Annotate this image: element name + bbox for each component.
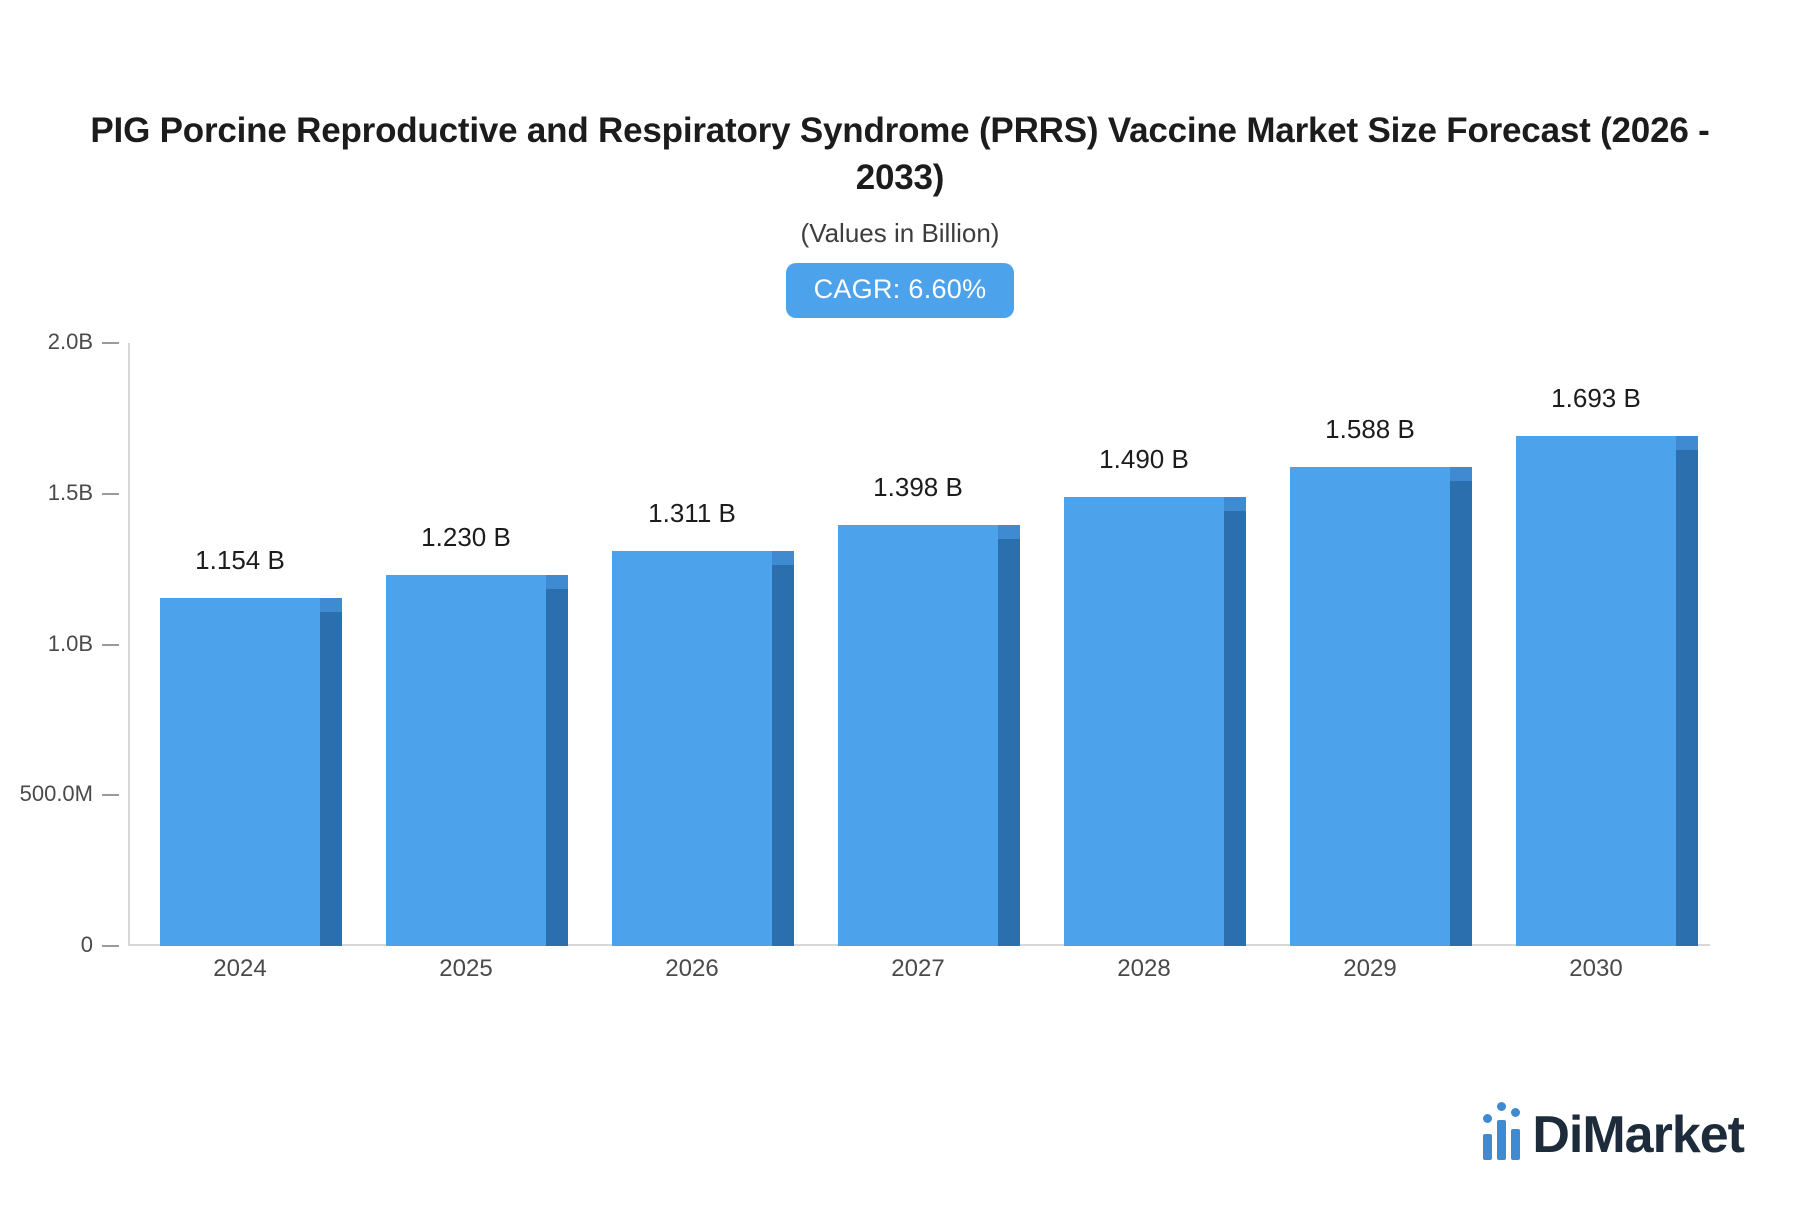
- logo-bar-2: [1497, 1120, 1506, 1160]
- bar-top-face: [1676, 436, 1698, 450]
- bar-side-face: [320, 612, 342, 946]
- bar-top-face: [1224, 497, 1246, 511]
- bar-top-face: [320, 598, 342, 612]
- logo-text: DiMarket: [1532, 1105, 1744, 1164]
- x-axis-tick-label: 2024: [213, 955, 267, 982]
- chart-header: [0, 108, 1800, 318]
- bar-value-label: 1.154 B: [195, 545, 285, 576]
- bar-value-label: 1.490 B: [1099, 443, 1189, 474]
- bar-front-face[interactable]: [1290, 467, 1450, 946]
- bar-group[interactable]: [806, 343, 1032, 982]
- bar-front-face[interactable]: [386, 575, 546, 946]
- logo-bar-1: [1483, 1134, 1492, 1160]
- y-axis-tick-mark: [102, 342, 119, 344]
- bar-front-face[interactable]: [838, 525, 998, 946]
- cagr-badge: CAGR: 6.60%: [786, 263, 1015, 318]
- bar-front-face[interactable]: [160, 598, 320, 946]
- x-axis-tick-label: 2028: [1117, 955, 1171, 982]
- chart-subtitle: (Values in Billion): [800, 217, 1000, 248]
- bar-top-face: [546, 575, 568, 589]
- brand-logo: [1483, 1105, 1744, 1164]
- bar-side-face: [1676, 450, 1698, 946]
- plot-area: [128, 343, 1710, 982]
- logo-bar-3: [1511, 1129, 1520, 1160]
- bar-top-face: [772, 551, 794, 565]
- bar-group[interactable]: [1484, 343, 1710, 982]
- bar-chart-icon: [1483, 1116, 1520, 1160]
- x-axis-tick-label: 2025: [439, 955, 493, 982]
- bar-group[interactable]: [354, 343, 580, 982]
- bar-series: [128, 343, 1710, 982]
- bar-top-face: [1450, 467, 1472, 481]
- y-axis-tick-mark: [102, 794, 119, 796]
- logo-dot-mid: [1497, 1102, 1506, 1111]
- bar-value-label: 1.311 B: [648, 497, 736, 528]
- logo-dot-right: [1511, 1108, 1520, 1117]
- bar-side-face: [1450, 481, 1472, 946]
- x-axis-tick-label: 2029: [1343, 955, 1397, 982]
- y-axis-tick-label: 500.0M: [19, 781, 93, 807]
- bar-side-face: [1224, 511, 1246, 946]
- bar-front-face[interactable]: [612, 551, 772, 946]
- y-axis-tick-mark: [102, 945, 119, 947]
- y-axis-tick-label: 1.0B: [47, 630, 93, 656]
- bar-value-label: 1.398 B: [873, 471, 963, 502]
- x-axis-tick-label: 2026: [665, 955, 719, 982]
- y-axis-tick-mark: [102, 493, 119, 495]
- y-axis-tick-mark: [102, 644, 119, 646]
- bar-front-face[interactable]: [1064, 497, 1224, 946]
- page-title: PIG Porcine Reproductive and Respiratory Syndrome (PRRS) Vaccine Market Size Forecast (2026 - 2033): [90, 111, 1710, 197]
- y-axis-tick-label: 1.5B: [47, 479, 93, 505]
- y-axis-tick-label: 0: [80, 932, 93, 957]
- bar-value-label: 1.693 B: [1551, 382, 1641, 413]
- bar-top-face: [998, 525, 1020, 539]
- bar-side-face: [546, 589, 568, 946]
- bar-group[interactable]: [128, 343, 354, 982]
- x-axis-tick-label: 2027: [891, 955, 945, 982]
- logo-dot-left: [1483, 1114, 1492, 1123]
- y-axis-tick-label: 2.0B: [47, 329, 93, 354]
- bar-group[interactable]: [1032, 343, 1258, 982]
- x-axis-tick-label: 2030: [1569, 955, 1623, 982]
- bar-side-face: [772, 565, 794, 946]
- bar-side-face: [998, 539, 1020, 946]
- bar-group[interactable]: [580, 343, 806, 982]
- bar-group[interactable]: [1258, 343, 1484, 982]
- bar-front-face[interactable]: [1516, 436, 1676, 946]
- bar-value-label: 1.230 B: [421, 522, 511, 553]
- bar-value-label: 1.588 B: [1325, 414, 1415, 445]
